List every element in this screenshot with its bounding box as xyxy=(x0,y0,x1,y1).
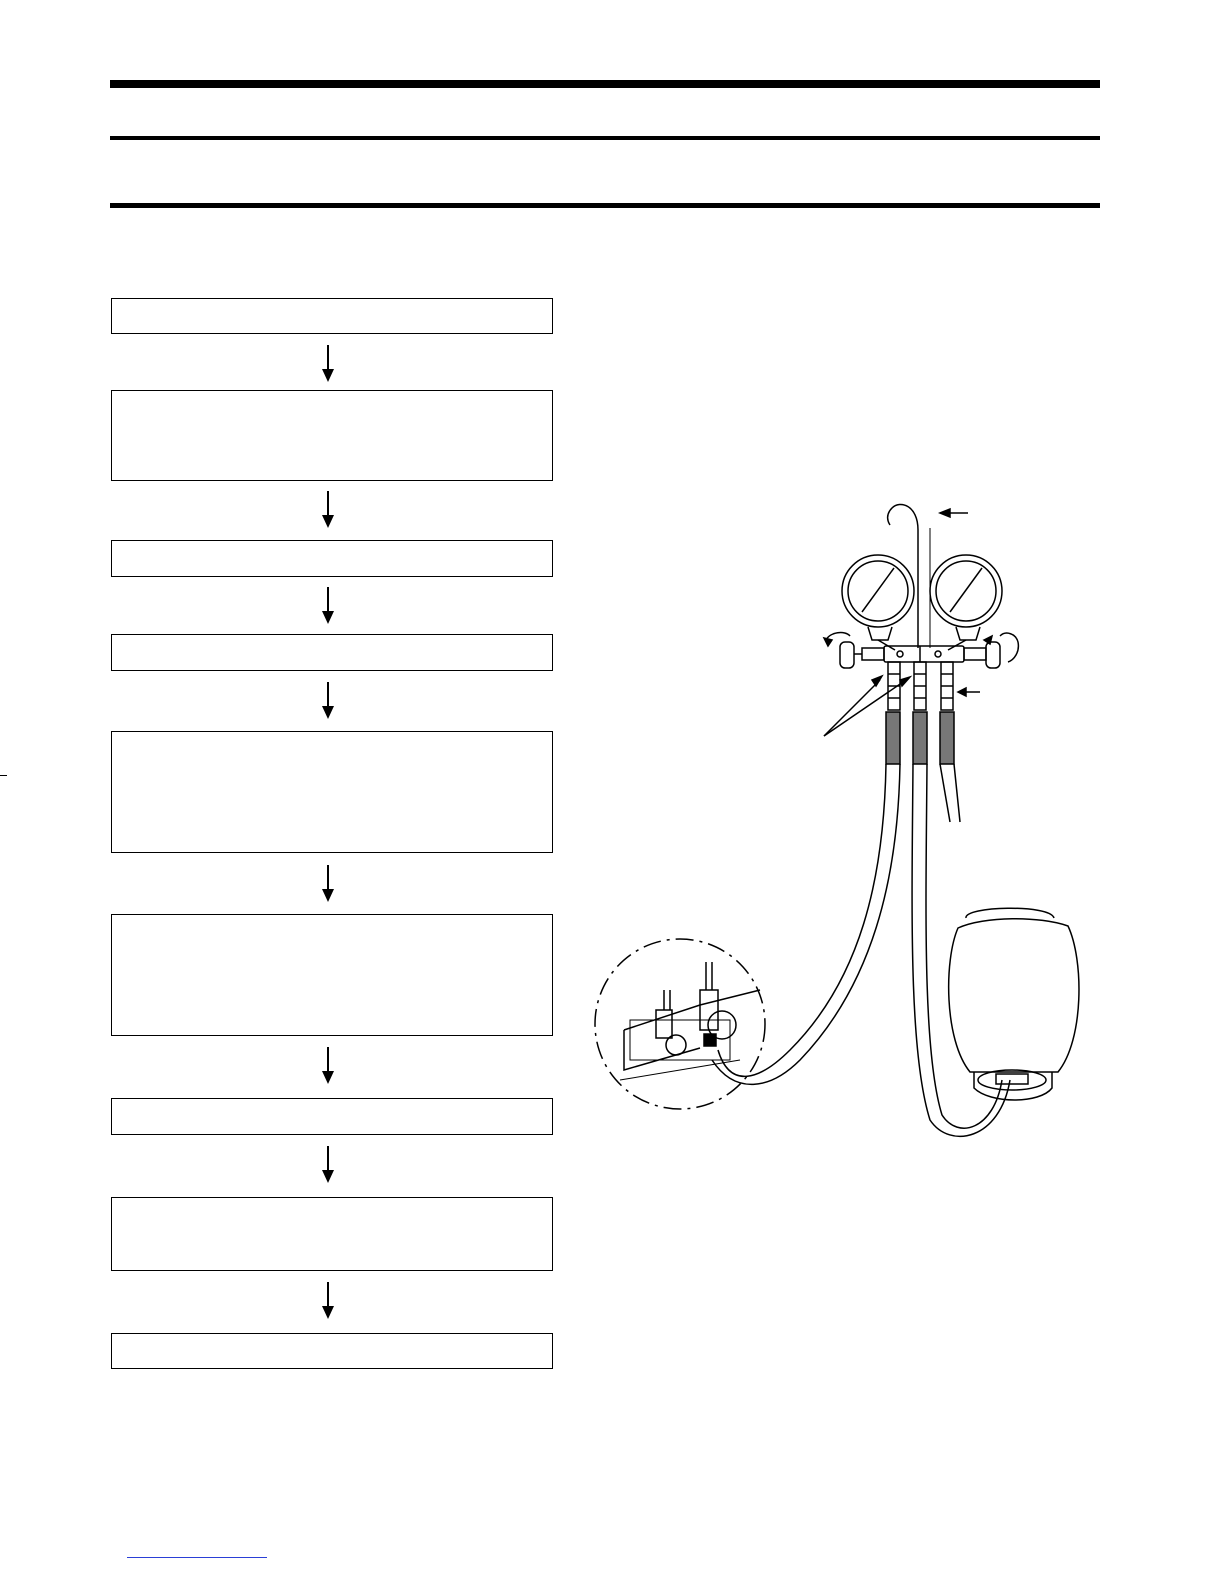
hose-collars xyxy=(886,712,954,764)
flow-step-7 xyxy=(111,1098,553,1135)
footer-link-underline xyxy=(127,1557,267,1558)
flow-arrow-8 xyxy=(320,1282,336,1320)
flow-arrow-3 xyxy=(320,587,336,625)
flow-step-2 xyxy=(111,390,553,481)
high-pressure-gauge xyxy=(930,555,1002,650)
valve-handle-left xyxy=(824,633,862,668)
header-rule-top xyxy=(110,80,1100,88)
flow-arrow-7 xyxy=(320,1146,336,1184)
service-valve-detail xyxy=(595,939,765,1109)
flow-arrow-6 xyxy=(320,1047,336,1085)
hose-fittings xyxy=(888,662,953,710)
flow-arrow-5 xyxy=(320,865,336,903)
manifold-body xyxy=(862,646,986,662)
flow-step-6 xyxy=(111,914,553,1036)
flow-step-3 xyxy=(111,540,553,577)
flow-arrow-4 xyxy=(320,682,336,720)
flow-step-9 xyxy=(111,1333,553,1369)
flow-step-8 xyxy=(111,1197,553,1271)
margin-mark xyxy=(0,775,7,776)
header-rule-bottom xyxy=(110,203,1100,208)
flow-step-5 xyxy=(111,731,553,853)
valve-handle-right xyxy=(984,633,1018,668)
refrigerant-cylinder xyxy=(949,908,1079,1100)
flow-arrow-2 xyxy=(320,491,336,529)
charge-hoses xyxy=(712,764,1010,1136)
low-pressure-gauge xyxy=(842,555,914,650)
flow-step-1 xyxy=(111,298,553,334)
leader-arrows xyxy=(824,676,980,736)
flow-step-4 xyxy=(111,634,553,671)
hanger-hook xyxy=(888,504,968,648)
header-rule-middle xyxy=(110,136,1100,140)
flow-arrow-1 xyxy=(320,345,336,383)
